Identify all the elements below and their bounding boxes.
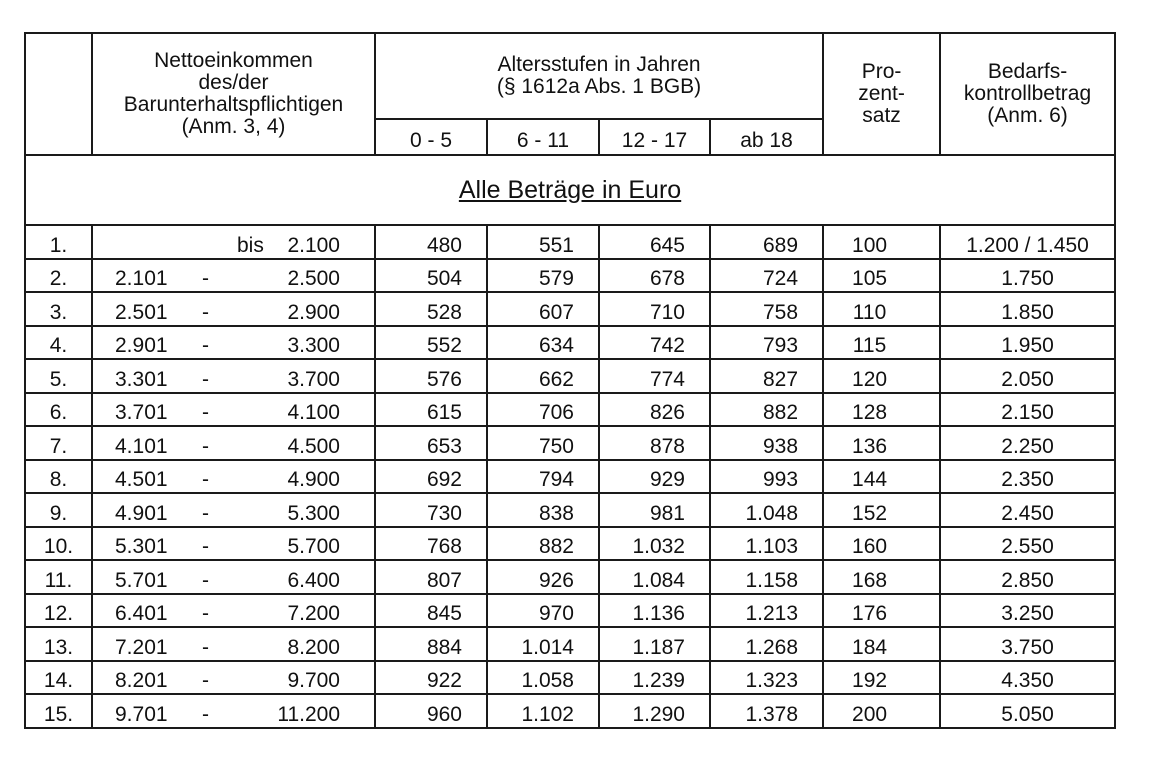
percentage: 136 bbox=[823, 426, 940, 460]
amount-age-0-5: 768 bbox=[375, 527, 487, 561]
income-header-line: des/der bbox=[198, 71, 269, 94]
row-number: 6. bbox=[25, 393, 92, 427]
percentage: 152 bbox=[823, 493, 940, 527]
control-amount: 5.050 bbox=[940, 694, 1115, 728]
control-amount: 2.150 bbox=[940, 393, 1115, 427]
row-number: 4. bbox=[25, 326, 92, 360]
table-row bbox=[25, 493, 1115, 527]
percentage: 105 bbox=[823, 259, 940, 293]
income-from: 4.101 bbox=[115, 434, 168, 458]
control-amount: 4.350 bbox=[940, 661, 1115, 695]
amount-age-0-5: 552 bbox=[375, 326, 487, 360]
amount-age-18-plus: 882 bbox=[710, 393, 823, 427]
income-from: 5.301 bbox=[115, 535, 168, 558]
amount-age-18-plus: 1.103 bbox=[710, 527, 823, 561]
control-header-line: Bedarfs- bbox=[987, 60, 1068, 83]
amount-age-6-11: 794 bbox=[487, 460, 599, 494]
row-number: 14. bbox=[25, 661, 92, 695]
amount-age-6-11: 706 bbox=[487, 393, 599, 427]
amount-age-0-5: 884 bbox=[375, 627, 487, 661]
amount-age-18-plus: 1.268 bbox=[710, 627, 823, 661]
income-to: 4.900 bbox=[287, 468, 340, 491]
amount-age-0-5: 576 bbox=[375, 359, 487, 393]
amount-age-18-plus: 724 bbox=[710, 259, 823, 293]
percent-header-line: satz bbox=[862, 104, 901, 127]
amount-age-12-17: 774 bbox=[599, 359, 710, 393]
income-dash: - bbox=[202, 535, 209, 558]
income-to: 6.400 bbox=[287, 568, 340, 592]
income-to: 2.100 bbox=[287, 233, 340, 257]
percentage: 128 bbox=[823, 393, 940, 427]
amount-age-12-17: 1.136 bbox=[599, 594, 710, 628]
amount-age-0-5: 615 bbox=[375, 393, 487, 427]
amount-age-18-plus: 827 bbox=[710, 359, 823, 393]
income-from: 6.401 bbox=[115, 602, 168, 625]
table-row bbox=[25, 527, 1115, 561]
income-from: 9.701 bbox=[115, 702, 168, 726]
income-range bbox=[92, 594, 375, 628]
amount-age-12-17: 1.290 bbox=[599, 694, 710, 728]
income-header-line: Barunterhaltspflichtigen bbox=[123, 93, 344, 116]
row-number: 10. bbox=[25, 527, 92, 561]
income-dash: - bbox=[202, 267, 209, 290]
income-range bbox=[92, 225, 375, 259]
amount-age-0-5: 504 bbox=[375, 259, 487, 293]
amount-age-0-5: 653 bbox=[375, 426, 487, 460]
income-dash: - bbox=[202, 367, 209, 391]
header-row-top bbox=[25, 33, 1115, 119]
amount-age-12-17: 742 bbox=[599, 326, 710, 360]
income-from: 2.101 bbox=[115, 267, 168, 290]
age-header-line: Altersstufen in Jahren bbox=[497, 53, 701, 76]
amount-age-12-17: 826 bbox=[599, 393, 710, 427]
table-row bbox=[25, 393, 1115, 427]
percentage: 100 bbox=[823, 225, 940, 259]
income-to: 3.700 bbox=[287, 367, 340, 391]
amount-age-6-11: 926 bbox=[487, 560, 599, 594]
amount-age-18-plus: 793 bbox=[710, 326, 823, 360]
row-number: 13. bbox=[25, 627, 92, 661]
row-number: 2. bbox=[25, 259, 92, 293]
control-header-line: (Anm. 6) bbox=[987, 104, 1068, 127]
amount-age-18-plus: 938 bbox=[710, 426, 823, 460]
income-dash: - bbox=[202, 334, 209, 357]
control-amount: 2.050 bbox=[940, 359, 1115, 393]
amount-age-12-17: 710 bbox=[599, 292, 710, 326]
table-row bbox=[25, 627, 1115, 661]
income-dash: - bbox=[202, 669, 209, 692]
income-range bbox=[92, 326, 375, 360]
percentage: 184 bbox=[823, 627, 940, 661]
amount-age-6-11: 662 bbox=[487, 359, 599, 393]
income-to: 8.200 bbox=[287, 635, 340, 659]
amount-age-12-17: 645 bbox=[599, 225, 710, 259]
amount-age-6-11: 970 bbox=[487, 594, 599, 628]
table-body bbox=[25, 225, 1115, 728]
percentage: 192 bbox=[823, 661, 940, 695]
amount-age-6-11: 838 bbox=[487, 493, 599, 527]
income-range bbox=[92, 694, 375, 728]
amount-age-18-plus: 1.378 bbox=[710, 694, 823, 728]
banner-row bbox=[25, 155, 1115, 225]
amount-age-18-plus: 1.213 bbox=[710, 594, 823, 628]
amount-age-18-plus: 758 bbox=[710, 292, 823, 326]
income-to: 4.500 bbox=[287, 434, 340, 458]
control-amount: 2.550 bbox=[940, 527, 1115, 561]
amount-age-12-17: 1.239 bbox=[599, 661, 710, 695]
percentage: 160 bbox=[823, 527, 940, 561]
age-group-12-17: 12 - 17 bbox=[599, 119, 710, 155]
table-row bbox=[25, 359, 1115, 393]
table-row bbox=[25, 426, 1115, 460]
amount-age-0-5: 845 bbox=[375, 594, 487, 628]
income-dash: - bbox=[202, 501, 209, 525]
amount-age-6-11: 607 bbox=[487, 292, 599, 326]
income-range bbox=[92, 426, 375, 460]
amount-age-0-5: 922 bbox=[375, 661, 487, 695]
amount-age-18-plus: 993 bbox=[710, 460, 823, 494]
income-to: 2.500 bbox=[287, 267, 340, 290]
control-amount: 1.950 bbox=[940, 326, 1115, 360]
row-number: 11. bbox=[25, 560, 92, 594]
income-range bbox=[92, 259, 375, 293]
age-groups-header bbox=[375, 33, 823, 119]
amount-age-0-5: 960 bbox=[375, 694, 487, 728]
income-to: 9.700 bbox=[287, 669, 340, 692]
row-number: 12. bbox=[25, 594, 92, 628]
income-to: 5.700 bbox=[287, 535, 340, 558]
income-dash: - bbox=[202, 300, 209, 324]
amount-age-6-11: 1.014 bbox=[487, 627, 599, 661]
row-number: 8. bbox=[25, 460, 92, 494]
income-range bbox=[92, 359, 375, 393]
income-from: 2.501 bbox=[115, 300, 168, 324]
amount-age-18-plus: 1.048 bbox=[710, 493, 823, 527]
income-to: 11.200 bbox=[277, 702, 340, 726]
amount-age-0-5: 480 bbox=[375, 225, 487, 259]
income-from: 4.501 bbox=[115, 468, 168, 491]
amount-age-0-5: 730 bbox=[375, 493, 487, 527]
amount-age-0-5: 692 bbox=[375, 460, 487, 494]
percentage: 120 bbox=[823, 359, 940, 393]
income-from: 3.701 bbox=[115, 401, 168, 424]
income-range bbox=[92, 292, 375, 326]
control-amount-header bbox=[940, 33, 1115, 155]
control-amount: 3.750 bbox=[940, 627, 1115, 661]
control-amount: 2.450 bbox=[940, 493, 1115, 527]
control-amount: 2.350 bbox=[940, 460, 1115, 494]
amount-age-6-11: 551 bbox=[487, 225, 599, 259]
income-dash: - bbox=[202, 468, 209, 491]
income-dash: - bbox=[202, 635, 209, 659]
amount-age-12-17: 678 bbox=[599, 259, 710, 293]
table-row bbox=[25, 661, 1115, 695]
percentage: 115 bbox=[823, 326, 940, 360]
percent-header bbox=[823, 33, 940, 155]
age-header-line: (§ 1612a Abs. 1 BGB) bbox=[496, 75, 702, 98]
income-dash: - bbox=[202, 702, 209, 726]
amount-age-6-11: 750 bbox=[487, 426, 599, 460]
income-to: 5.300 bbox=[287, 501, 340, 525]
amount-age-0-5: 807 bbox=[375, 560, 487, 594]
income-range bbox=[92, 661, 375, 695]
income-header bbox=[92, 33, 375, 155]
currency-banner bbox=[25, 155, 1115, 225]
table-row bbox=[25, 594, 1115, 628]
control-amount: 1.750 bbox=[940, 259, 1115, 293]
income-range bbox=[92, 560, 375, 594]
income-from: 7.201 bbox=[115, 635, 168, 659]
income-range bbox=[92, 527, 375, 561]
amount-age-6-11: 634 bbox=[487, 326, 599, 360]
table-row bbox=[25, 460, 1115, 494]
row-number: 15. bbox=[25, 694, 92, 728]
income-to: 4.100 bbox=[287, 401, 340, 424]
income-to: 3.300 bbox=[287, 334, 340, 357]
currency-banner-text: Alle Beträge in Euro bbox=[458, 176, 682, 204]
control-amount: 1.850 bbox=[940, 292, 1115, 326]
table-row bbox=[25, 560, 1115, 594]
amount-age-12-17: 878 bbox=[599, 426, 710, 460]
amount-age-6-11: 579 bbox=[487, 259, 599, 293]
percentage: 176 bbox=[823, 594, 940, 628]
control-header-line: kontrollbetrag bbox=[963, 82, 1092, 105]
income-dash: - bbox=[202, 401, 209, 424]
duesseldorf-table bbox=[24, 32, 1116, 729]
amount-age-12-17: 981 bbox=[599, 493, 710, 527]
income-from: 8.201 bbox=[115, 669, 168, 692]
control-amount: 2.850 bbox=[940, 560, 1115, 594]
control-amount: 3.250 bbox=[940, 594, 1115, 628]
income-from: 4.901 bbox=[115, 501, 168, 525]
control-amount: 2.250 bbox=[940, 426, 1115, 460]
amount-age-6-11: 1.058 bbox=[487, 661, 599, 695]
income-to: 2.900 bbox=[287, 300, 340, 324]
income-to: 7.200 bbox=[287, 602, 340, 625]
table-row bbox=[25, 259, 1115, 293]
row-number: 7. bbox=[25, 426, 92, 460]
income-dash: - bbox=[202, 434, 209, 458]
income-header-line: (Anm. 3, 4) bbox=[181, 115, 286, 138]
age-group-0-5: 0 - 5 bbox=[375, 119, 487, 155]
row-number: 3. bbox=[25, 292, 92, 326]
income-dash: - bbox=[202, 602, 209, 625]
income-range bbox=[92, 460, 375, 494]
income-range bbox=[92, 493, 375, 527]
percentage: 168 bbox=[823, 560, 940, 594]
amount-age-18-plus: 1.323 bbox=[710, 661, 823, 695]
income-from: 3.301 bbox=[115, 367, 168, 391]
table-row bbox=[25, 694, 1115, 728]
income-header-line: Nettoeinkommen bbox=[154, 49, 313, 72]
amount-age-12-17: 1.187 bbox=[599, 627, 710, 661]
income-from: 5.701 bbox=[115, 568, 168, 592]
amount-age-18-plus: 689 bbox=[710, 225, 823, 259]
income-from: 2.901 bbox=[115, 334, 168, 357]
control-amount: 1.200 / 1.450 bbox=[940, 225, 1115, 259]
amount-age-12-17: 1.084 bbox=[599, 560, 710, 594]
table-row bbox=[25, 225, 1115, 259]
percent-header-line: zent- bbox=[858, 82, 905, 105]
amount-age-12-17: 929 bbox=[599, 460, 710, 494]
age-group-18-plus: ab 18 bbox=[710, 119, 823, 155]
percentage: 144 bbox=[823, 460, 940, 494]
table-row bbox=[25, 292, 1115, 326]
row-number-header bbox=[25, 33, 92, 155]
row-number: 9. bbox=[25, 493, 92, 527]
amount-age-6-11: 882 bbox=[487, 527, 599, 561]
income-from: bis bbox=[237, 233, 264, 257]
age-group-6-11: 6 - 11 bbox=[487, 119, 599, 155]
amount-age-6-11: 1.102 bbox=[487, 694, 599, 728]
row-number: 1. bbox=[25, 225, 92, 259]
percent-header-line: Pro- bbox=[861, 60, 902, 83]
percentage: 200 bbox=[823, 694, 940, 728]
table-row bbox=[25, 326, 1115, 360]
income-range bbox=[92, 393, 375, 427]
amount-age-0-5: 528 bbox=[375, 292, 487, 326]
row-number: 5. bbox=[25, 359, 92, 393]
percentage: 110 bbox=[823, 292, 940, 326]
income-range bbox=[92, 627, 375, 661]
income-dash: - bbox=[202, 568, 209, 592]
amount-age-18-plus: 1.158 bbox=[710, 560, 823, 594]
amount-age-12-17: 1.032 bbox=[599, 527, 710, 561]
